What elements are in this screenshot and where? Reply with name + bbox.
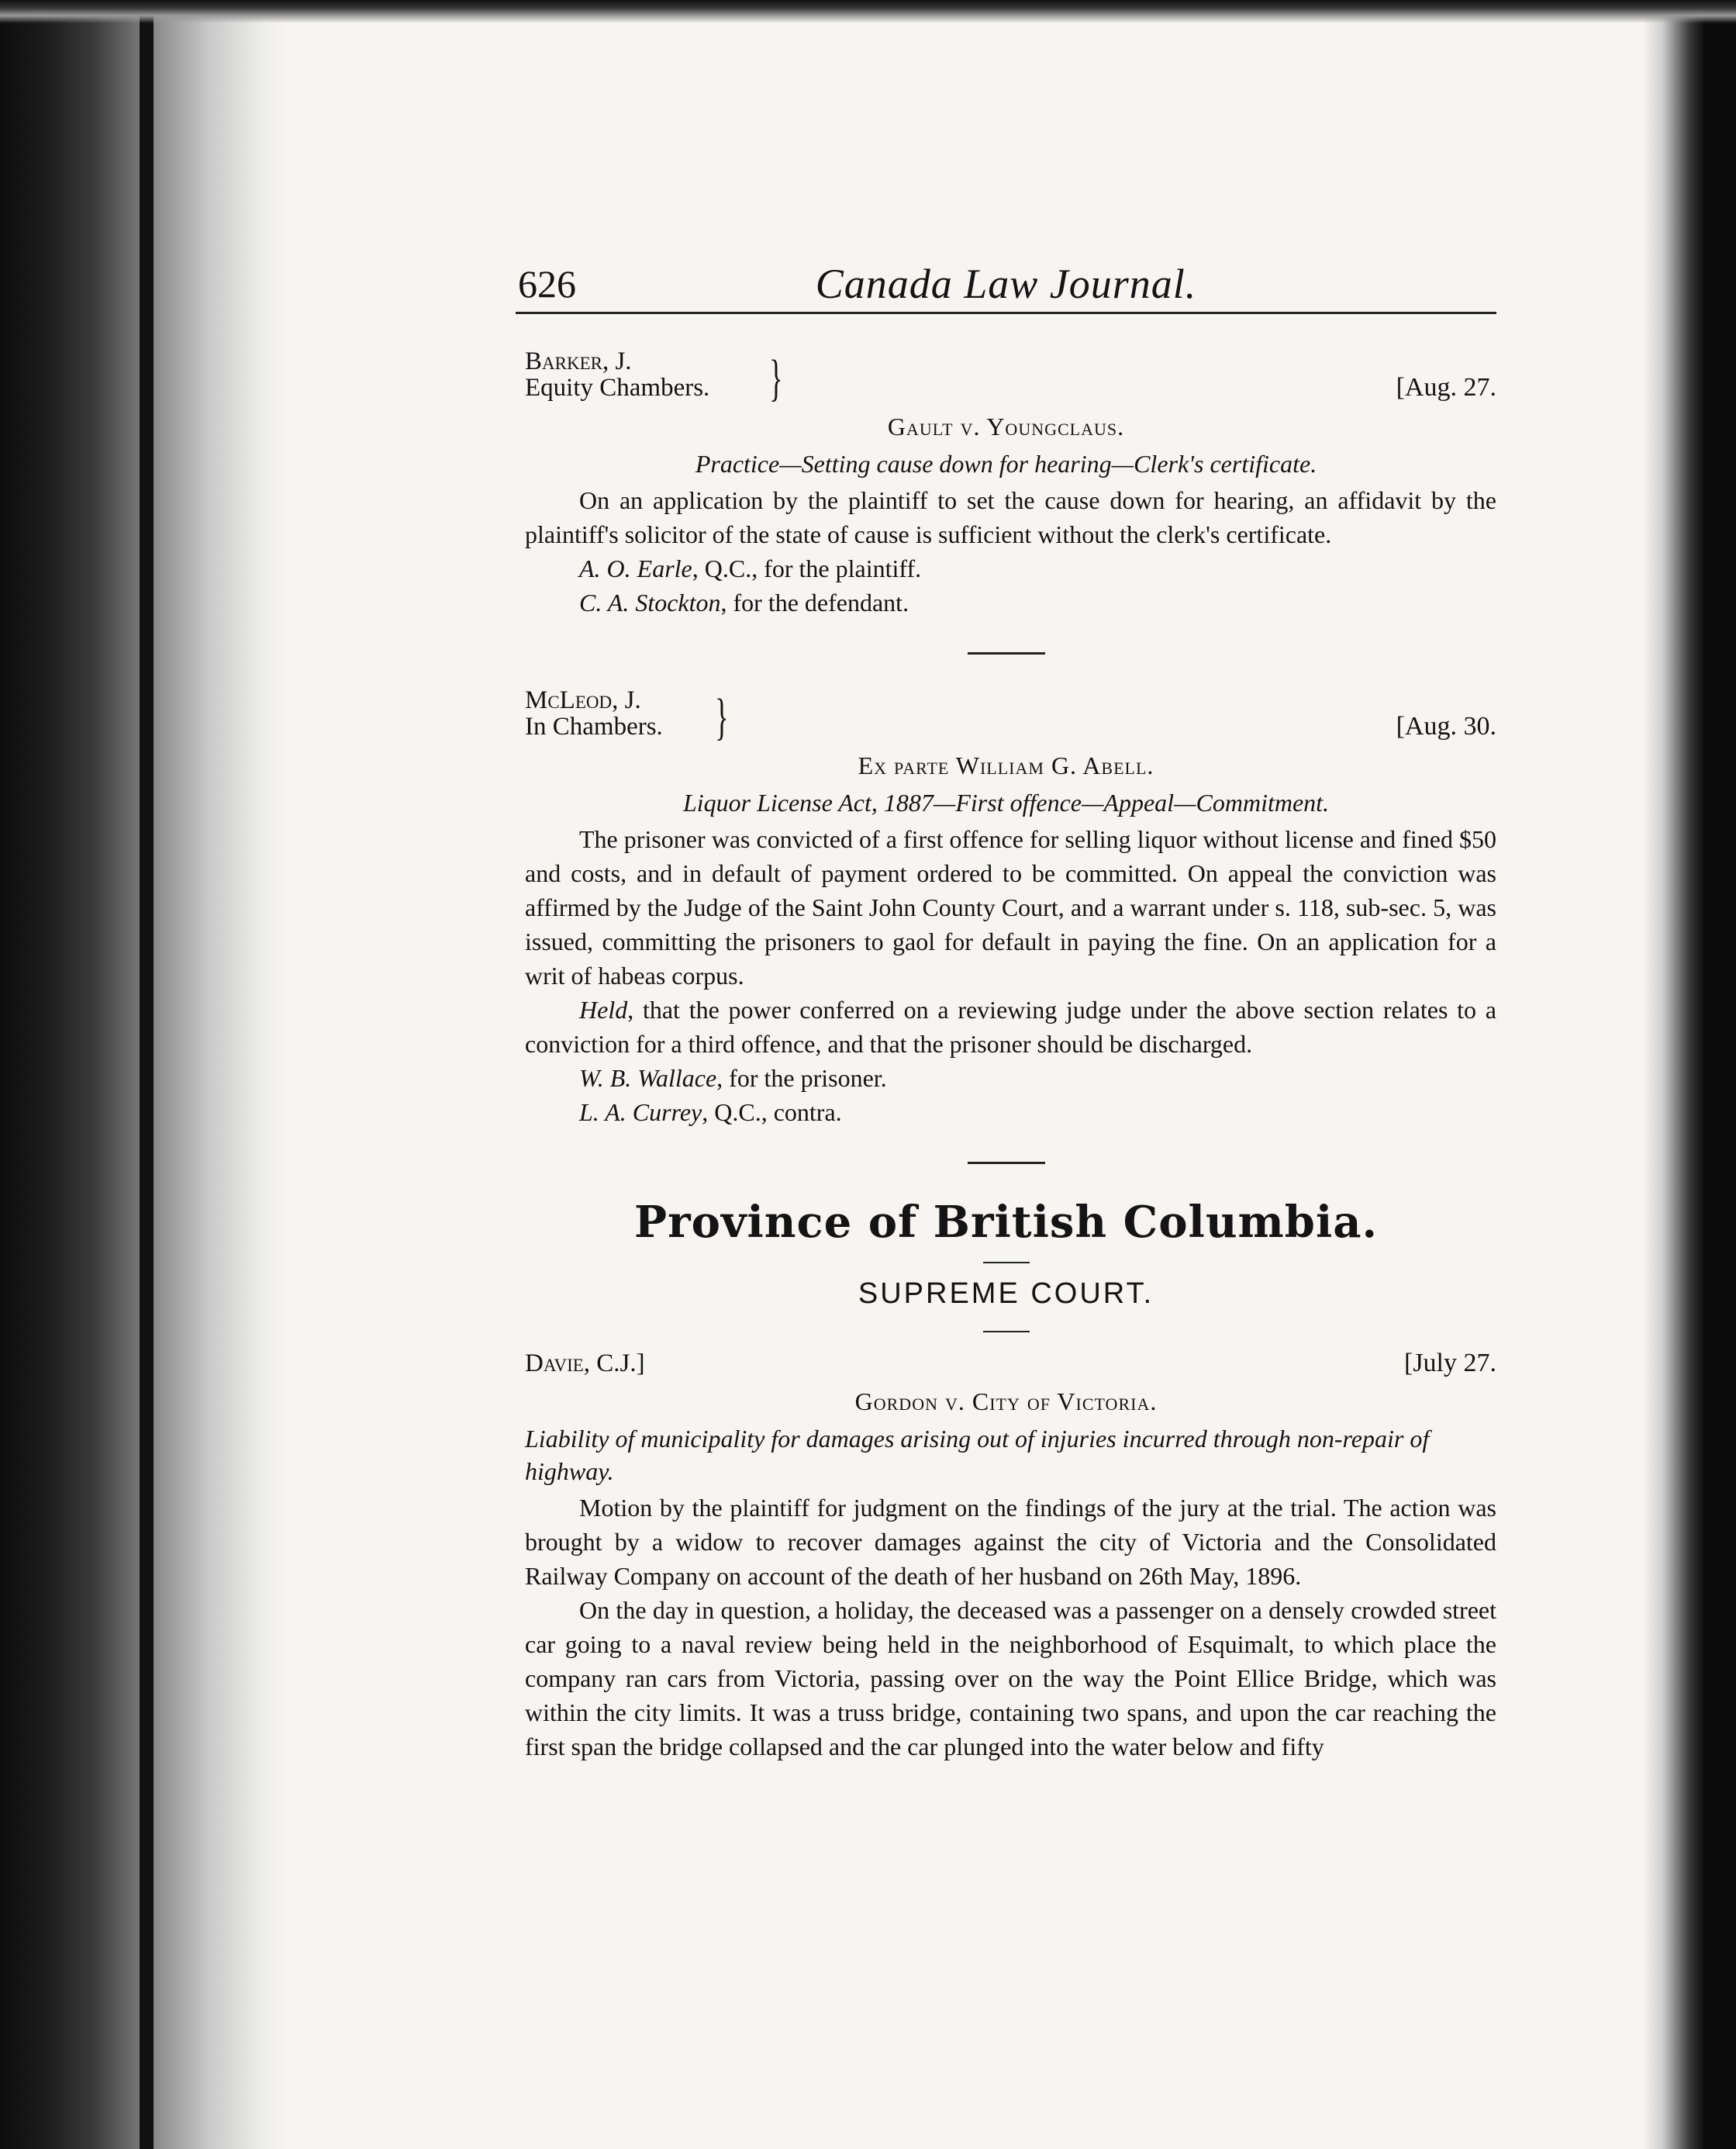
- case-3-date: [July 27.: [1404, 1349, 1496, 1377]
- brace-glyph: }: [769, 350, 783, 406]
- counsel-text: , for the defendant.: [720, 589, 909, 617]
- section-divider: [968, 652, 1045, 655]
- journal-title: Canada Law Journal.: [815, 261, 1197, 307]
- case-1-court: Equity Chambers.: [525, 374, 710, 402]
- counsel-name: A. O. Earle: [579, 555, 692, 582]
- section-divider: [968, 1162, 1045, 1164]
- case-2-name: Ex parte William G. Abell.: [858, 751, 1154, 779]
- brace-glyph: }: [715, 689, 729, 745]
- case-1-heading: [516, 348, 1496, 406]
- counsel-name: L. A. Currey: [579, 1098, 702, 1126]
- counsel-name: W. B. Wallace: [579, 1064, 717, 1092]
- case-3-headnote: Liability of municipality for damages arising out of injuries incurred through non-repair of highway.: [525, 1425, 1430, 1485]
- scan-edge-stripe: [140, 0, 154, 2149]
- case-1-judge: Barker, J.: [525, 347, 632, 375]
- held-text: , that the power conferred on a reviewing judge under the above section relates to a conviction for a third offence, and that the prisoner should be discharged.: [525, 996, 1496, 1058]
- province-heading: Province of British Columbia.: [633, 1197, 1378, 1248]
- case-3-heading: [516, 1346, 1496, 1380]
- short-divider: [983, 1331, 1030, 1332]
- case-2-court: In Chambers.: [525, 713, 663, 741]
- case-3-body-1: Motion by the plaintiff for judgment on the findings of the jury at the trial. The action was brought by a widow to recover damages against the city of Victoria and the Consolidated Railway Company on account of the death of her husband on 26th May, 1896.: [525, 1494, 1496, 1590]
- case-2-headnote: Liquor License Act, 1887—First offence—Appeal—Commitment.: [682, 789, 1330, 817]
- court-heading: SUPREME COURT.: [858, 1277, 1154, 1310]
- counsel-text: , for the prisoner.: [716, 1064, 887, 1092]
- case-2-judge: McLeod, J.: [525, 686, 641, 714]
- case-2-date: [Aug. 30.: [1396, 712, 1496, 741]
- case-1-counsel-1: [516, 551, 1496, 586]
- page-header: [516, 256, 1496, 314]
- scan-shadow-top: [0, 0, 1736, 23]
- held-label: Held: [579, 996, 628, 1024]
- counsel-text: , Q.C., contra.: [702, 1098, 842, 1126]
- counsel-text: , Q.C., for the plaintiff.: [692, 555, 922, 582]
- case-2-counsel-2: [516, 1095, 1496, 1129]
- short-divider: [983, 1262, 1030, 1263]
- case-2-counsel-1: [516, 1061, 1496, 1095]
- scan-shadow-right: [1643, 0, 1736, 2149]
- case-1-counsel-2: [516, 586, 1496, 620]
- case-3-judge: Davie, C.J.]: [525, 1349, 645, 1377]
- case-2-heading: [516, 687, 1496, 745]
- case-3-body-2: On the day in question, a holiday, the deceased was a passenger on a densely crowded street car going to a naval review being held in the neighborhood of Esquimalt, to which place the company ran cars from Victoria, passing over on the way the Point Ellice Bridge, which was within the city limits. It was a truss bridge, containing two spans, and upon the car reaching the first span the bridge collapsed and the car plunged into the water below and fifty: [525, 1596, 1496, 1760]
- case-1-date: [Aug. 27.: [1396, 373, 1496, 402]
- journal-page: [516, 256, 1496, 1962]
- page-number: 626: [518, 262, 576, 306]
- case-1-body: On an application by the plaintiff to set the cause down for hearing, an affidavit by the plaintiff's solicitor of the state of cause is sufficient without the clerk's certificate.: [525, 486, 1496, 548]
- case-1-name: Gault v. Youngclaus.: [887, 413, 1125, 441]
- case-2-body: The prisoner was convicted of a first offence for selling liquor without license and fined $50 and costs, and in default of payment ordered to be committed. On appeal the conviction was affirmed by the Judge of the Saint John County Court, and a warrant under s. 118, sub-sec. 5, was issued, committing the prisoners to gaol for default in paying the fine. On an application for a writ of habeas corpus.: [525, 825, 1496, 990]
- case-1-headnote: Practice—Setting cause down for hearing—Clerk's certificate.: [695, 450, 1317, 478]
- counsel-name: C. A. Stockton: [579, 589, 721, 617]
- case-2-held: [516, 993, 1496, 1061]
- case-3-name: Gordon v. City of Victoria.: [854, 1387, 1158, 1415]
